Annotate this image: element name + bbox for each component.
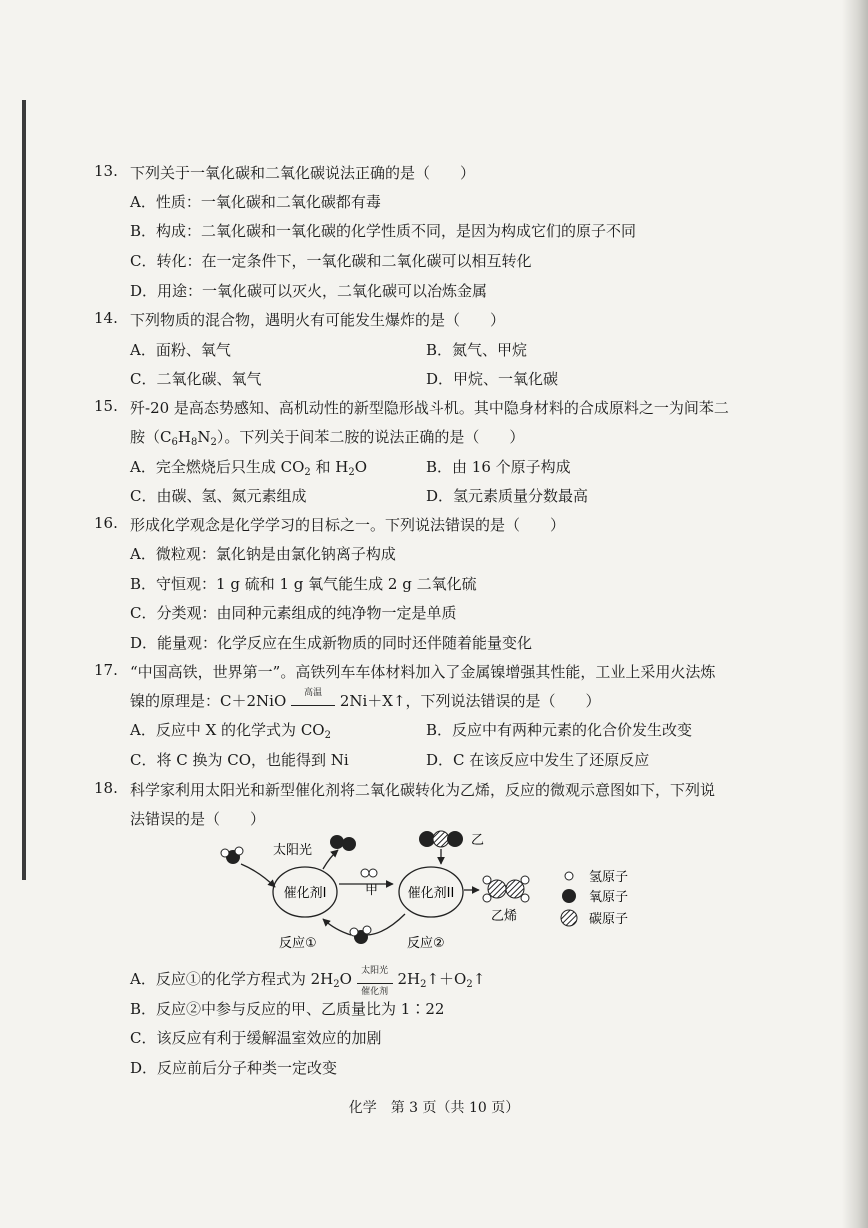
q15-option-a: A．完全燃烧后只生成 $CO_2$ 和 $H_2O$: [130, 458, 368, 478]
q15-option-c: C．由碳、氢、氮元素组成: [130, 487, 307, 505]
q16-option-d: D．能量观：化学反应在生成新物质的同时还伴随着能量变化: [130, 634, 533, 652]
reaction2-label: 反应②: [407, 936, 445, 951]
jia-label: 甲: [365, 883, 379, 898]
legend-hydrogen-icon: [565, 872, 573, 880]
q15-stem-line1: 歼-20 是高态势感知、高机动性的新型隐形战斗机。其中隐身材料的合成原料之一为间苯二: [130, 399, 729, 417]
page-footer: 化学 第 3 页（共 10 页）: [348, 1100, 520, 1116]
ethylene-label: 乙烯: [491, 909, 518, 924]
q18-option-c: C．该反应有利于缓解温室效应的加剧: [130, 1029, 382, 1047]
legend-oxygen-icon: [562, 889, 576, 903]
q14-number: 14.: [94, 309, 118, 327]
q15-stem-line2: 胺$(C_6H_8N_2)$。下列关于间苯二胺的说法正确的是（ ）: [130, 428, 525, 448]
catalyst2-label: 催化剂II: [407, 886, 455, 901]
reaction-diagram: [205, 822, 665, 957]
legend-carbon-label: 碳原子: [589, 912, 629, 927]
hydrogen-molecule-icon: [361, 869, 377, 877]
q14-option-d: D．甲烷、一氧化碳: [426, 370, 559, 388]
q18-number: 18.: [94, 779, 118, 797]
q16-option-b: B．守恒观：1 g 硫和 1 g 氧气能生成 2 g 二氧化硫: [130, 575, 477, 593]
q16-number: 16.: [94, 514, 118, 532]
q17-option-a: A．反应中 X 的化学式为 $CO_2$: [130, 721, 331, 741]
q17-option-d: D．C 在该反应中发生了还原反应: [426, 751, 650, 769]
legend: [561, 870, 628, 927]
water-molecule-icon: [221, 847, 243, 864]
legend-oxygen-label: 氧原子: [589, 890, 629, 905]
scan-edge-right: [842, 0, 868, 1228]
q14-stem: 下列物质的混合物，遇明火有可能发生爆炸的是（ ）: [130, 311, 506, 329]
q17-stem-line1: “中国高铁，世界第一”。高铁列车车体材料加入了金属镍增强其性能，工业上采用火法炼: [130, 663, 716, 681]
q13-option-b: B．构成：二氧化碳和一氧化碳的化学性质不同，是因为构成它们的原子不同: [130, 222, 637, 240]
q15-option-d: D．氢元素质量分数最高: [426, 487, 589, 505]
q13-stem: 下列关于一氧化碳和二氧化碳说法正确的是（ ）: [130, 164, 476, 182]
sunlight-label: 太阳光: [273, 843, 313, 858]
q13-option-d: D．用途：一氧化碳可以灭火，二氧化碳可以冶炼金属: [130, 282, 488, 300]
q17-option-b: B．反应中有两种元素的化合价发生改变: [426, 721, 693, 739]
oxygen-molecule-icon: [330, 835, 356, 851]
yi-label: 乙: [471, 833, 485, 848]
q16-stem: 形成化学观念是化学学习的目标之一。下列说法错误的是（ ）: [130, 516, 566, 534]
scan-edge-left: [22, 100, 26, 880]
ethylene-molecule-icon: [483, 876, 529, 902]
q15-option-b: B．由 16 个原子构成: [426, 458, 571, 476]
q17-number: 17.: [94, 661, 118, 679]
co2-molecule-icon: [419, 831, 463, 847]
q15-number: 15.: [94, 397, 118, 415]
q17-option-c: C．将 C 换为 CO，也能得到 Ni: [130, 751, 349, 769]
q18-stem-line2: 法错误的是（ ）: [130, 810, 266, 828]
q17-stem-line2: 镍的原理是：C＋2NiO 高温 2Ni＋X↑，下列说法错误的是（ ）: [130, 688, 601, 710]
reaction1-label: 反应①: [279, 936, 317, 951]
q16-option-a: A．微粒观：氯化钠是由氯化钠离子构成: [130, 545, 396, 563]
q18-option-a: A．反应①的化学方程式为 $2H_2O$ 太阳光 催化剂 $2H_2↑+O_2↑$: [130, 966, 486, 997]
q13-option-c: C．转化：在一定条件下，一氧化碳和二氧化碳可以相互转化: [130, 252, 532, 270]
q13-option-a: A．性质：一氧化碳和二氧化碳都有毒: [130, 193, 381, 211]
legend-hydrogen-label: 氢原子: [589, 870, 629, 885]
q18-stem-line1: 科学家利用太阳光和新型催化剂将二氧化碳转化为乙烯，反应的微观示意图如下，下列说: [130, 781, 716, 799]
q14-option-a: A．面粉、氧气: [130, 341, 231, 359]
legend-carbon-icon: [561, 910, 577, 926]
q14-option-c: C．二氧化碳、氧气: [130, 370, 262, 388]
q18-option-d: D．反应前后分子种类一定改变: [130, 1059, 338, 1077]
q13-number: 13.: [94, 162, 118, 180]
q18-option-b: B．反应②中参与反应的甲、乙质量比为 1∶22: [130, 1000, 445, 1018]
q16-option-c: C．分类观：由同种元素组成的纯净物一定是单质: [130, 604, 457, 622]
q14-option-b: B．氮气、甲烷: [426, 341, 528, 359]
catalyst1-label: 催化剂I: [283, 886, 327, 901]
